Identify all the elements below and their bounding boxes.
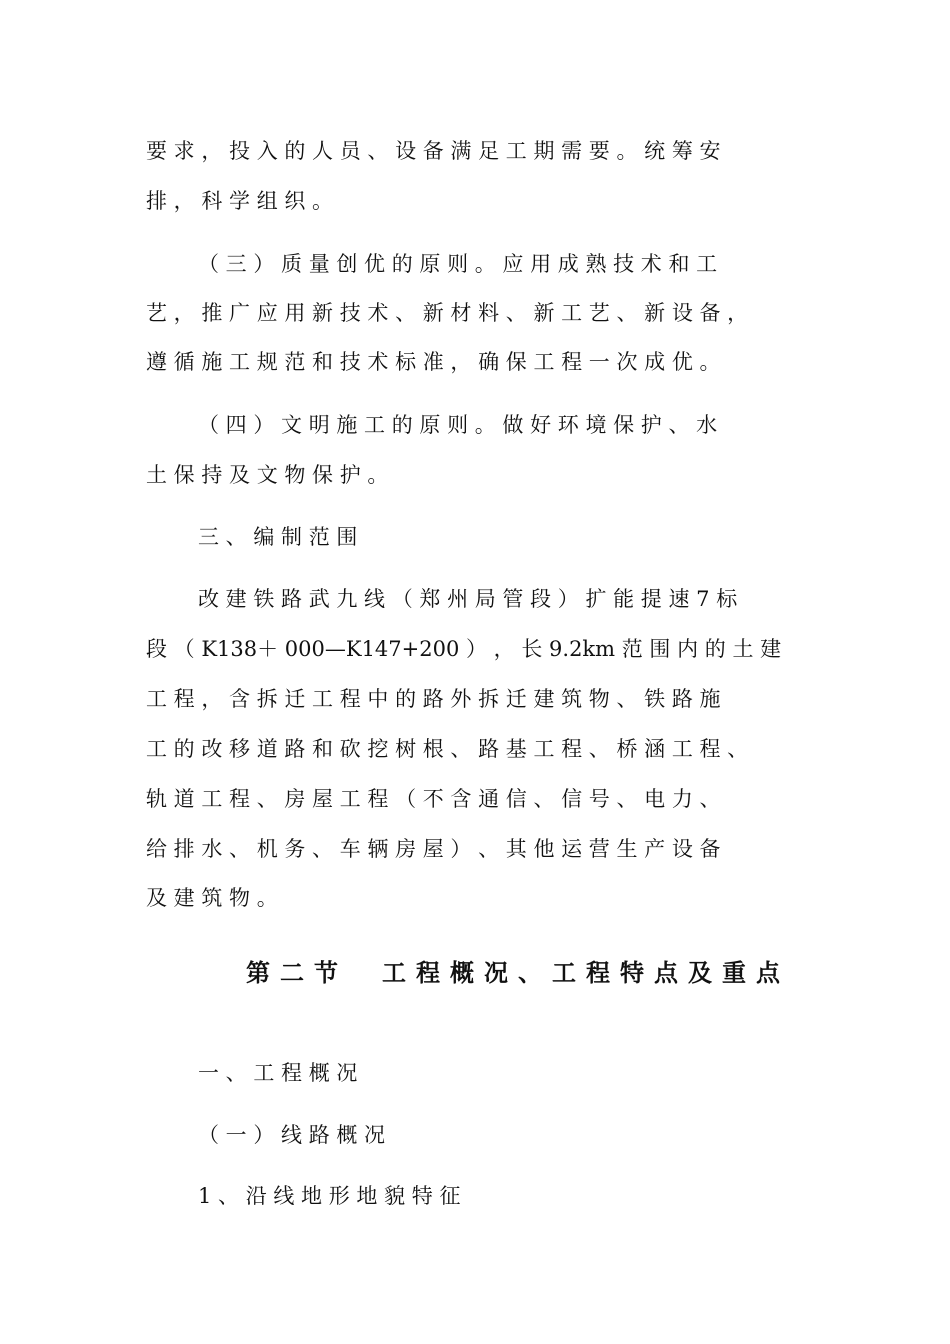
paragraph-line: 改 建 铁 路 武 九 线 （ 郑 州 局 管 段 ） 扩 能 提 速 7 标	[198, 587, 738, 611]
paragraph-line: （ 四 ） 文 明 施 工 的 原 则 。 做 好 环 境 保 护 、 水	[198, 413, 718, 437]
section-subheading: 三 、 编 制 范 围	[198, 525, 358, 549]
subheading: 一 、 工 程 概 况	[198, 1061, 358, 1085]
paragraph-line: 段 （ K138＋ 000—K147+200 ） ， 长 9.2km 范 围 内 的 土 建	[146, 637, 782, 661]
paragraph-line: 排 ， 科 学 组 织 。	[146, 189, 334, 213]
paragraph-line: 土 保 持 及 文 物 保 护 。	[146, 463, 389, 487]
paragraph-line: 工 程 ， 含 拆 迁 工 程 中 的 路 外 拆 迁 建 筑 物 、 铁 路 施	[146, 687, 721, 711]
paragraph-line: 给 排 水 、 机 务 、 车 辆 房 屋 ） 、 其 他 运 营 生 产 设 备	[146, 837, 721, 861]
paragraph-line: 要 求 ， 投 入 的 人 员 、 设 备 满 足 工 期 需 要 。 统 筹 安	[146, 139, 721, 163]
section-heading: 第二节 工程概况、工程特点及重点	[246, 959, 790, 987]
paragraph-line: 遵 循 施 工 规 范 和 技 术 标 准 ， 确 保 工 程 一 次 成 优 。	[146, 350, 721, 374]
subheading: （ 一 ） 线 路 概 况	[198, 1123, 386, 1147]
paragraph-line: 轨 道 工 程 、 房 屋 工 程 （ 不 含 通 信 、 信 号 、 电 力 、	[146, 787, 721, 811]
subheading: 1 、 沿 线 地 形 地 貌 特 征	[198, 1184, 461, 1208]
paragraph-line: 工 的 改 移 道 路 和 砍 挖 树 根 、 路 基 工 程 、 桥 涵 工 程 、	[146, 737, 749, 761]
paragraph-line: （ 三 ） 质 量 创 优 的 原 则 。 应 用 成 熟 技 术 和 工	[198, 252, 718, 276]
paragraph-line: 及 建 筑 物 。	[146, 886, 278, 910]
paragraph-line: 艺 ， 推 广 应 用 新 技 术 、 新 材 料 、 新 工 艺 、 新 设 备 ，	[146, 301, 749, 325]
